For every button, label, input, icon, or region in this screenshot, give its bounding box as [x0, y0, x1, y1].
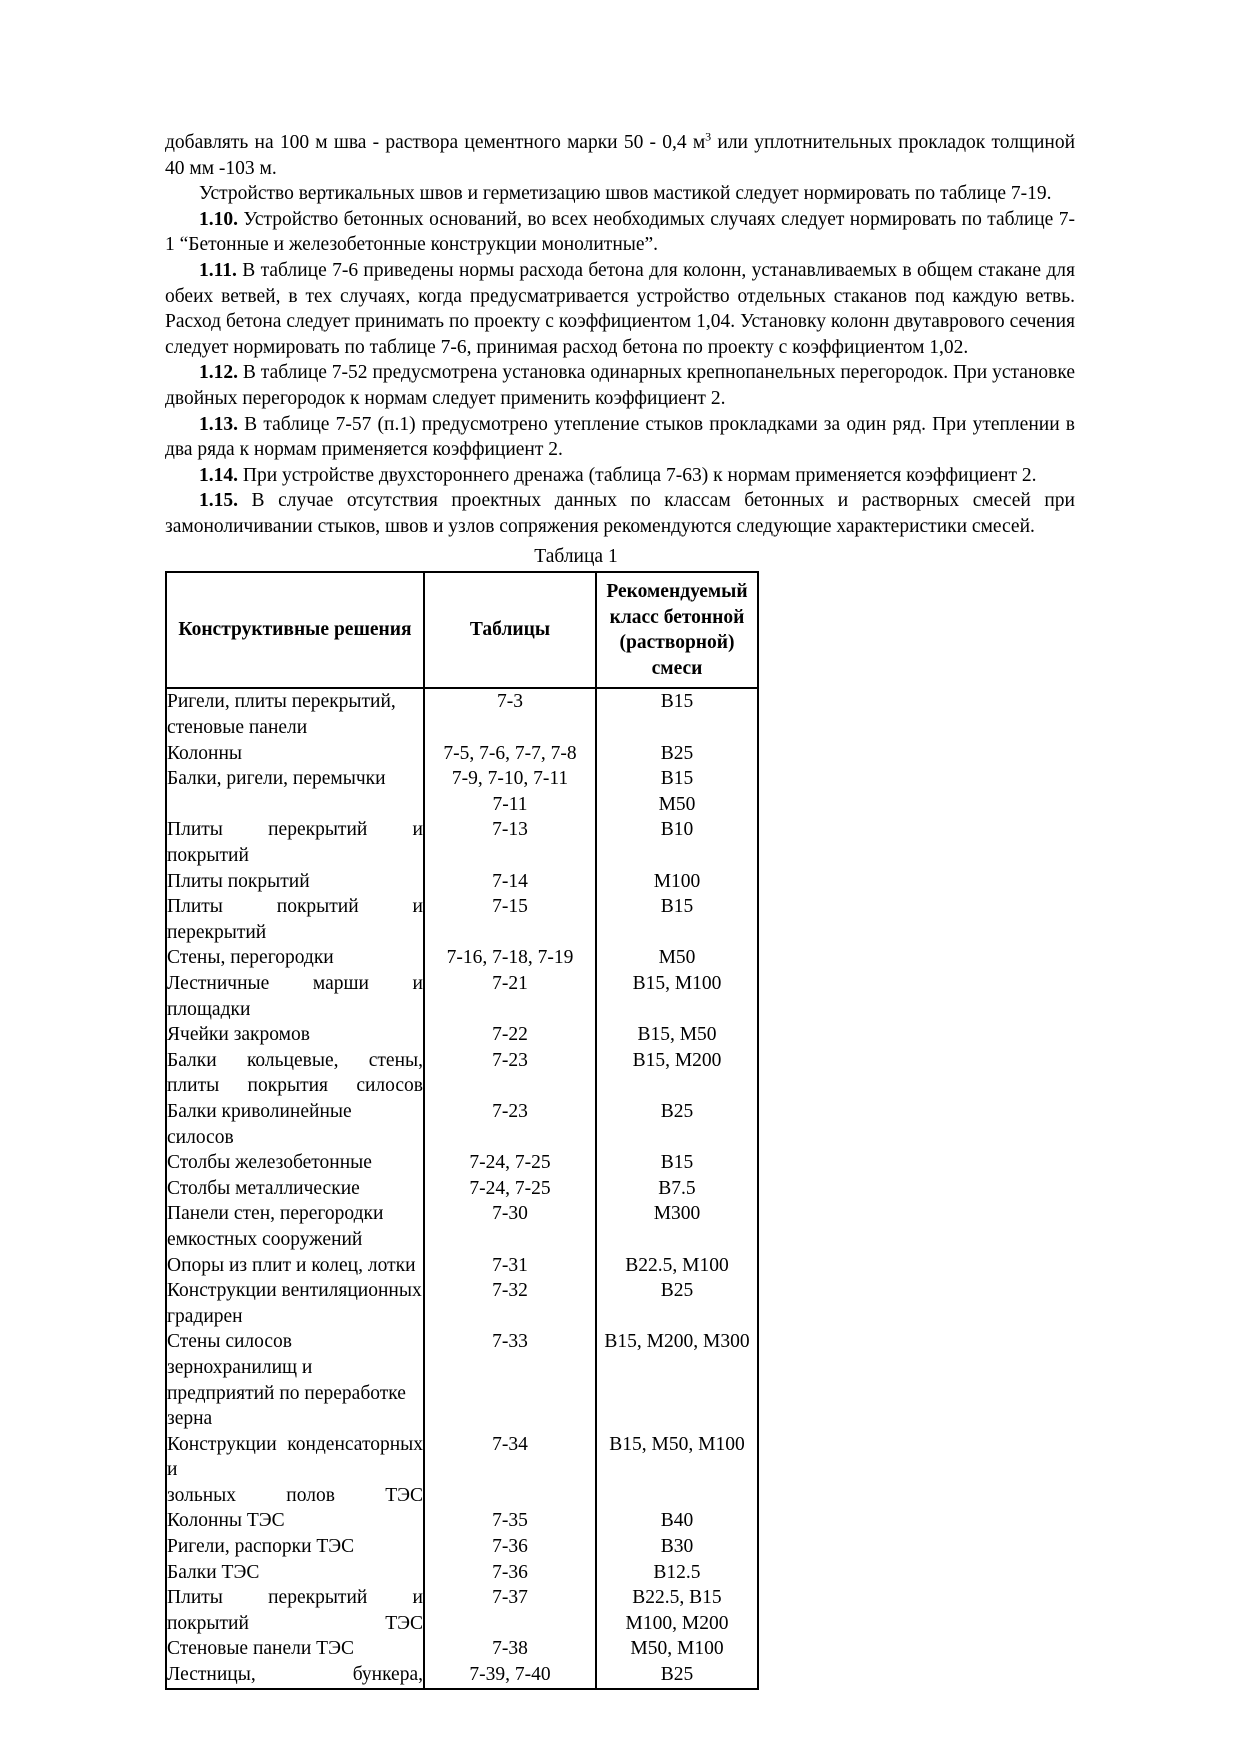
- cell-line: Конструкции конденсаторных и: [167, 1433, 423, 1481]
- table-row: [166, 971, 758, 1022]
- header-line: Рекомендуемый: [606, 581, 748, 603]
- cell-line: B40: [660, 1510, 694, 1532]
- cell-spacer: [597, 715, 757, 741]
- cell-line: M300: [653, 1203, 701, 1225]
- cell-tables: [424, 1432, 596, 1509]
- cell-construction: [166, 1176, 424, 1202]
- cell-line: B30: [660, 1536, 694, 1558]
- cell-spacer: [425, 1227, 595, 1253]
- table-row: [166, 688, 758, 740]
- cell-line: 7-5, 7-6, 7-7, 7-8: [443, 742, 577, 764]
- cell-concrete-class: [596, 1022, 758, 1048]
- cell-line: B10: [660, 819, 694, 841]
- cell-construction: [166, 817, 424, 868]
- table-header-cell-1: [166, 572, 424, 688]
- cell-construction: [166, 1560, 424, 1586]
- cell-concrete-class: [596, 1278, 758, 1329]
- header-line: (растворной): [619, 632, 735, 654]
- cell-tables: [424, 1636, 596, 1662]
- cell-line: B25: [660, 1280, 694, 1302]
- cell-line: 7-23: [492, 1049, 528, 1071]
- cell-spacer: [597, 920, 757, 946]
- cell-concrete-class: [596, 817, 758, 868]
- cell-tables: [424, 1560, 596, 1586]
- cell-construction: [166, 1508, 424, 1534]
- cell-tables: [424, 817, 596, 868]
- cell-line: емкостных сооружений: [167, 1228, 363, 1250]
- cell-concrete-class: [596, 1176, 758, 1202]
- cell-line: Балки кольцевые, стены,: [167, 1049, 423, 1071]
- cell-tables: [424, 1150, 596, 1176]
- table-row: [166, 1560, 758, 1586]
- cell-spacer: [425, 1304, 595, 1330]
- cell-line: B12.5: [653, 1561, 701, 1583]
- cell-line: Опоры из плит и колец, лотки: [167, 1254, 416, 1276]
- cell-tables: [424, 894, 596, 945]
- cell-line: 7-3: [497, 691, 523, 713]
- cell-line: B7.5: [658, 1177, 696, 1199]
- table-row: [166, 894, 758, 945]
- cell-spacer: [425, 1611, 595, 1637]
- cell-tables: [424, 1508, 596, 1534]
- cell-tables: [424, 688, 596, 740]
- cell-line: Лестницы, бункера,: [167, 1664, 423, 1686]
- cell-spacer: [425, 1355, 595, 1381]
- header-line: Конструктивные решения: [178, 619, 412, 641]
- cell-line: 7-37: [492, 1587, 528, 1609]
- cell-line: Лестничные марши и: [167, 973, 423, 994]
- table-row: [166, 1585, 758, 1636]
- cell-line: M100, M200: [625, 1612, 729, 1634]
- cell-line: зерна: [167, 1408, 213, 1430]
- cell-line: M50, M100: [630, 1638, 724, 1660]
- cell-line: Балки криволинейные силосов: [167, 1100, 352, 1148]
- cell-line: Плиты покрытий и: [167, 896, 423, 918]
- cell-line: B25: [660, 1664, 694, 1686]
- table-row: [166, 1636, 758, 1662]
- cell-spacer: [597, 1073, 757, 1099]
- cell-concrete-class: [596, 945, 758, 971]
- cell-line: 7-15: [492, 896, 528, 918]
- cell-line: 7-39, 7-40: [469, 1664, 551, 1686]
- cell-line: B15, M50: [637, 1024, 717, 1046]
- cell-spacer: [425, 715, 595, 741]
- cell-concrete-class: [596, 894, 758, 945]
- cell-construction: [166, 1585, 424, 1636]
- p-1-10: 1.10. Устройство бетонных оснований, во всех необходимых случаях следует нормировать по таблице 7-1 “Бетонные и железобетонные конструкции монолитные”.: [165, 208, 1075, 256]
- p-1-11: 1.11. В таблице 7-6 приведены нормы расхода бетона для колонн, устанавливаемых в общем стакане для обеих ветвей, в тех случаях, когда предусматривается устройство отдельных стаканов под каждую ветвь. Расход бетона следует принимать по проекту с коэффициентом 1,04. Установку колонн двутаврового сечения следует нормировать по таблице 7-6, принимая расход бетона по проекту с коэффициентом 1,02.: [165, 259, 1075, 358]
- cell-spacer: [425, 997, 595, 1023]
- cell-tables: [424, 1534, 596, 1560]
- cell-line: M100: [653, 870, 701, 892]
- table-head: [166, 572, 758, 688]
- cell-line: 7-24, 7-25: [469, 1177, 551, 1199]
- cell-construction: [166, 971, 424, 1022]
- cell-construction: [166, 1636, 424, 1662]
- cell-line: 7-9, 7-10, 7-11: [451, 768, 569, 790]
- cell-tables: [424, 1278, 596, 1329]
- body-paragraphs: [165, 130, 1075, 540]
- cell-line: Стеновые панели ТЭС: [167, 1638, 354, 1660]
- table-header-row: [166, 572, 758, 688]
- cell-line: Стены силосов: [167, 1331, 293, 1353]
- cell-construction: [166, 1201, 424, 1252]
- cell-line: зернохранилищ и: [167, 1356, 313, 1378]
- cell-line: Столбы металлические: [167, 1177, 360, 1199]
- table-row: [166, 817, 758, 868]
- table-row: [166, 1329, 758, 1431]
- cell-line: стеновые панели: [167, 717, 308, 739]
- cell-line: B15, M200, M300: [604, 1331, 750, 1353]
- cell-line: B25: [660, 1100, 694, 1122]
- cell-line: Ригели, распорки ТЭС: [167, 1536, 355, 1558]
- cell-tables: [424, 1201, 596, 1252]
- cell-spacer: [425, 1406, 595, 1432]
- cell-line: Колонны: [167, 742, 242, 764]
- cell-line: 7-23: [492, 1100, 528, 1122]
- cell-spacer: [425, 920, 595, 946]
- p-ustroystvo: Устройство вертикальных швов и герметизацию швов мастикой следует нормировать по таблице 7-19.: [199, 183, 1052, 205]
- cell-line: предприятий по переработке: [167, 1382, 406, 1404]
- cell-line: Плиты покрытий: [167, 870, 310, 892]
- cell-line: 7-32: [492, 1280, 528, 1302]
- cell-spacer: [425, 1457, 595, 1483]
- cell-spacer: [425, 1073, 595, 1099]
- cell-line: 7-14: [492, 870, 528, 892]
- cell-line: 7-33: [492, 1331, 528, 1353]
- cell-line: B15, M200: [632, 1049, 722, 1071]
- cell-line: 7-22: [492, 1024, 528, 1046]
- cell-line: M50: [658, 947, 696, 969]
- cell-line: 7-36: [492, 1561, 528, 1583]
- paragraph-number: 1.14.: [199, 464, 238, 486]
- p-1-13: 1.13. В таблице 7-57 (п.1) предусмотрено утепление стыков прокладками за один ряд. При утеплении в два ряда к нормам применяется коэффициент 2.: [165, 413, 1075, 461]
- cell-line: площадки: [167, 998, 251, 1020]
- header-line: смеси: [651, 657, 703, 679]
- table-row: [166, 1534, 758, 1560]
- cell-construction: [166, 1329, 424, 1431]
- cell-tables: [424, 1662, 596, 1689]
- table-row: [166, 1022, 758, 1048]
- cell-line: Колонны ТЭС: [167, 1510, 285, 1532]
- cell-construction: [166, 741, 424, 767]
- paragraph-number: 1.11.: [199, 259, 237, 281]
- header-line: класс бетонной: [609, 606, 745, 628]
- table-row: [166, 1278, 758, 1329]
- cell-concrete-class: [596, 1585, 758, 1636]
- cell-spacer: [597, 843, 757, 869]
- cell-tables: [424, 945, 596, 971]
- cell-line: B15: [660, 896, 694, 918]
- cell-line: B15: [660, 691, 694, 713]
- cell-construction: [166, 1278, 424, 1329]
- cell-spacer: [597, 1304, 757, 1330]
- cell-concrete-class: [596, 1329, 758, 1431]
- cell-construction: [166, 869, 424, 895]
- cell-line: Балки ТЭС: [167, 1561, 260, 1583]
- cell-construction: [166, 894, 424, 945]
- cell-concrete-class: [596, 1253, 758, 1279]
- cell-spacer: [425, 843, 595, 869]
- table-caption: Таблица 1: [534, 545, 618, 567]
- cell-concrete-class: [596, 971, 758, 1022]
- table-row: [166, 1662, 758, 1689]
- cell-construction: [166, 1253, 424, 1279]
- cell-concrete-class: [596, 1508, 758, 1534]
- cell-line: Балки, ригели, перемычки: [167, 768, 386, 790]
- cell-construction: [166, 1662, 424, 1689]
- cell-tables: [424, 1048, 596, 1099]
- cell-spacer: [597, 997, 757, 1023]
- cell-spacer: [597, 1355, 757, 1381]
- paragraph-number: 1.13.: [199, 413, 238, 435]
- cell-tables: [424, 766, 596, 817]
- cell-line: 7-11: [492, 793, 528, 815]
- p-1-15: 1.15. В случае отсутствия проектных данных по классам бетонных и растворных смесей при замоноличивании стыков, швов и узлов сопряжения рекомендуются следующие характеристики смесей.: [165, 490, 1075, 537]
- cell-concrete-class: [596, 1099, 758, 1150]
- table-row: [166, 1150, 758, 1176]
- cell-line: B15, M50, M100: [609, 1433, 745, 1455]
- cell-line: Столбы железобетонные: [167, 1152, 372, 1174]
- cell-line: 7-31: [492, 1254, 528, 1276]
- cell-tables: [424, 1022, 596, 1048]
- cell-line: 7-13: [492, 819, 528, 841]
- cell-line: Ригели, плиты перекрытий,: [167, 691, 396, 713]
- cell-construction: [166, 1432, 424, 1509]
- cell-line: зольных полов ТЭС: [167, 1484, 423, 1506]
- cell-line: Плиты перекрытий и: [167, 1587, 423, 1609]
- cell-line: 7-24, 7-25: [469, 1152, 551, 1174]
- table-body: [166, 688, 758, 1688]
- table-row: [166, 766, 758, 817]
- cell-line: B15, M100: [632, 973, 722, 994]
- p-intro: добавлять на 100 м шва - раствора цементного марки 50 - 0,4 $м^3$ или уплотнительных прокладок толщиной 40 мм -103 м.: [165, 129, 1076, 179]
- paragraph-number: 1.15.: [199, 490, 238, 512]
- cell-construction: [166, 766, 424, 817]
- cell-construction: [166, 1150, 424, 1176]
- table-row: [166, 1048, 758, 1099]
- cell-line: 7-38: [492, 1638, 528, 1660]
- p-1-14: 1.14. При устройстве двухстороннего дренажа (таблица 7-63) к нормам применяется коэффициент 2.: [199, 464, 1037, 486]
- cell-line: покрытий: [167, 845, 249, 867]
- cell-spacer: [597, 1457, 757, 1483]
- cell-line: M50: [658, 793, 696, 815]
- cell-line: B22.5, M100: [625, 1254, 729, 1276]
- paragraph-number: 1.12.: [199, 362, 238, 384]
- cell-concrete-class: [596, 1432, 758, 1509]
- superscript: 3: [705, 129, 712, 144]
- table-header-cell-2: [424, 572, 596, 688]
- cell-construction: [166, 1048, 424, 1099]
- cell-tables: [424, 1585, 596, 1636]
- cell-line: Стены, перегородки: [167, 947, 334, 969]
- cell-line: 7-30: [492, 1203, 528, 1225]
- cell-spacer: [425, 1381, 595, 1407]
- cell-line: Ячейки закромов: [167, 1024, 310, 1046]
- cell-line: Панели стен, перегородки: [167, 1203, 384, 1225]
- cell-concrete-class: [596, 1662, 758, 1689]
- p-1-12: 1.12. В таблице 7-52 предусмотрена установка одинарных крепнопанельных перегородок. При установке двойных перегородок к нормам следует применить коэффициент 2.: [165, 362, 1075, 409]
- table-row: [166, 741, 758, 767]
- recommended-concrete-class-table: [165, 571, 759, 1690]
- table-row: [166, 1176, 758, 1202]
- page-content: [165, 130, 1075, 1690]
- table-row: [166, 869, 758, 895]
- cell-line: B25: [660, 742, 694, 764]
- cell-construction: [166, 688, 424, 740]
- cell-concrete-class: [596, 869, 758, 895]
- cell-line: Плиты перекрытий и: [167, 819, 423, 841]
- cell-concrete-class: [596, 1560, 758, 1586]
- cell-construction: [166, 945, 424, 971]
- cell-line: плиты покрытия силосов: [167, 1075, 423, 1097]
- table-header-cell-3: [596, 572, 758, 688]
- cell-line: перекрытий: [167, 921, 267, 943]
- cell-line: 7-16, 7-18, 7-19: [446, 947, 574, 969]
- cell-tables: [424, 741, 596, 767]
- cell-line: покрытий ТЭС: [167, 1612, 423, 1634]
- cell-spacer: [167, 792, 423, 818]
- cell-concrete-class: [596, 1636, 758, 1662]
- cell-concrete-class: [596, 1150, 758, 1176]
- cell-spacer: [597, 1381, 757, 1407]
- cell-tables: [424, 1176, 596, 1202]
- paragraph-number: 1.10.: [199, 208, 238, 230]
- cell-concrete-class: [596, 1534, 758, 1560]
- cell-line: 7-21: [492, 973, 528, 994]
- cell-line: Конструкции вентиляционных: [167, 1280, 422, 1302]
- cell-line: B22.5, B15: [632, 1587, 722, 1609]
- cell-tables: [424, 1329, 596, 1431]
- cell-line: 7-34: [492, 1433, 528, 1455]
- table-row: [166, 1253, 758, 1279]
- cell-spacer: [597, 1406, 757, 1432]
- cell-line: B15: [660, 1152, 694, 1174]
- table-row: [166, 1508, 758, 1534]
- cell-line: градирен: [167, 1305, 243, 1327]
- cell-line: B15: [660, 768, 694, 790]
- table-row: [166, 1201, 758, 1252]
- cell-tables: [424, 971, 596, 1022]
- header-line: Таблицы: [469, 619, 551, 641]
- cell-concrete-class: [596, 766, 758, 817]
- cell-line: 7-35: [492, 1510, 528, 1532]
- table-row: [166, 1432, 758, 1509]
- cell-spacer: [597, 1227, 757, 1253]
- cell-construction: [166, 1022, 424, 1048]
- cell-tables: [424, 869, 596, 895]
- cell-construction: [166, 1534, 424, 1560]
- cell-concrete-class: [596, 741, 758, 767]
- table-row: [166, 945, 758, 971]
- cell-concrete-class: [596, 1048, 758, 1099]
- cell-concrete-class: [596, 1201, 758, 1252]
- cell-concrete-class: [596, 688, 758, 740]
- cell-tables: [424, 1099, 596, 1150]
- cell-line: 7-36: [492, 1536, 528, 1558]
- cell-tables: [424, 1253, 596, 1279]
- table-row: [166, 1099, 758, 1150]
- cell-construction: [166, 1099, 424, 1150]
